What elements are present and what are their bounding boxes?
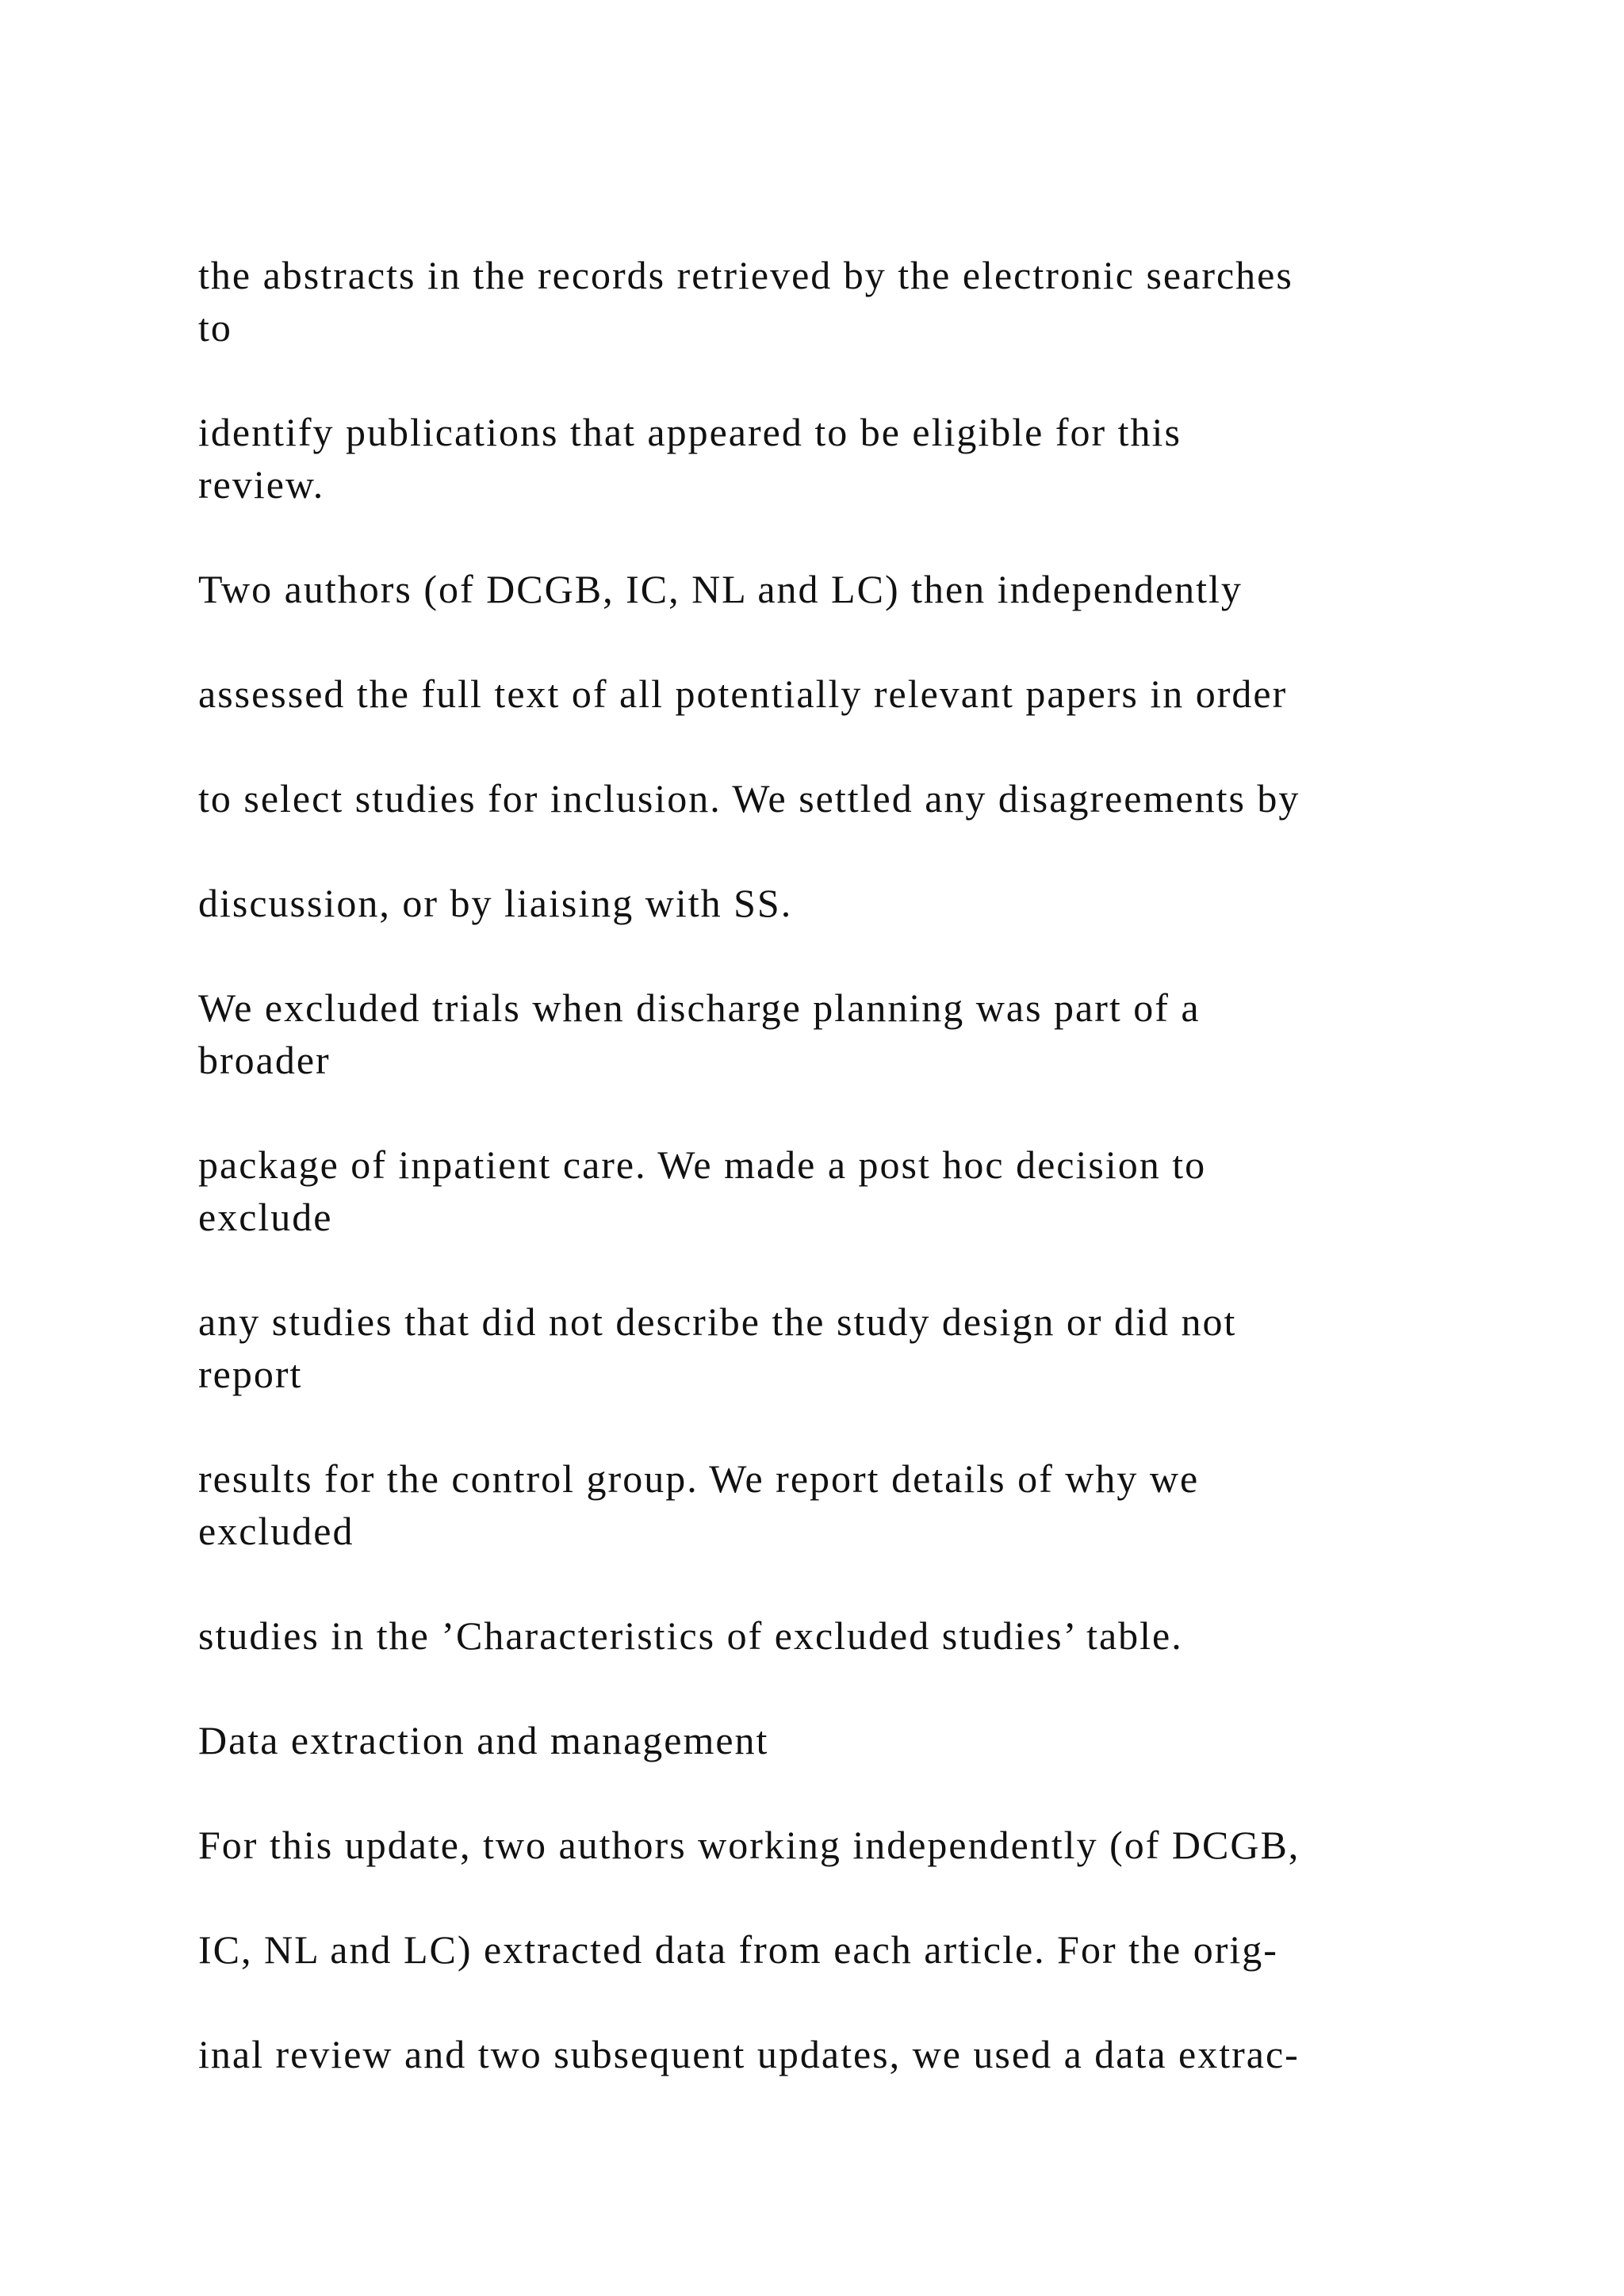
- text-line: assessed the full text of all potentially relevant papers in order: [198, 672, 1288, 716]
- text-line: to: [198, 305, 232, 350]
- section-heading: Data extraction and management: [198, 1718, 769, 1762]
- text-line: discussion, or by liaising with SS.: [198, 881, 793, 925]
- text-line: any studies that did not describe the study design or did not: [198, 1299, 1237, 1344]
- text-line: studies in the ’Characteristics of excluded studies’ table.: [198, 1613, 1183, 1658]
- text-line: broader: [198, 1038, 331, 1082]
- text-line: review.: [198, 462, 325, 507]
- text-line: identify publications that appeared to be eligible for this: [198, 410, 1182, 454]
- text-line: package of inpatient care. We made a post hoc decision to: [198, 1142, 1207, 1187]
- text-line: results for the control group. We report details of why we: [198, 1456, 1200, 1501]
- text-line: Two authors (of DCGB, IC, NL and LC) then independently: [198, 567, 1243, 611]
- text-line: IC, NL and LC) extracted data from each article. For the orig-: [198, 1927, 1278, 1972]
- text-line: to select studies for inclusion. We settled any disagreements by: [198, 776, 1300, 821]
- text-line: exclude: [198, 1195, 333, 1239]
- text-line: inal review and two subsequent updates, we used a data extrac-: [198, 2032, 1300, 2076]
- text-line: report: [198, 1352, 303, 1396]
- text-line: the abstracts in the records retrieved by the electronic searches: [198, 253, 1293, 297]
- text-line: For this update, two authors working independently (of DCGB,: [198, 1823, 1300, 1867]
- text-line: We excluded trials when discharge planning was part of a: [198, 985, 1201, 1030]
- text-line: excluded: [198, 1509, 354, 1553]
